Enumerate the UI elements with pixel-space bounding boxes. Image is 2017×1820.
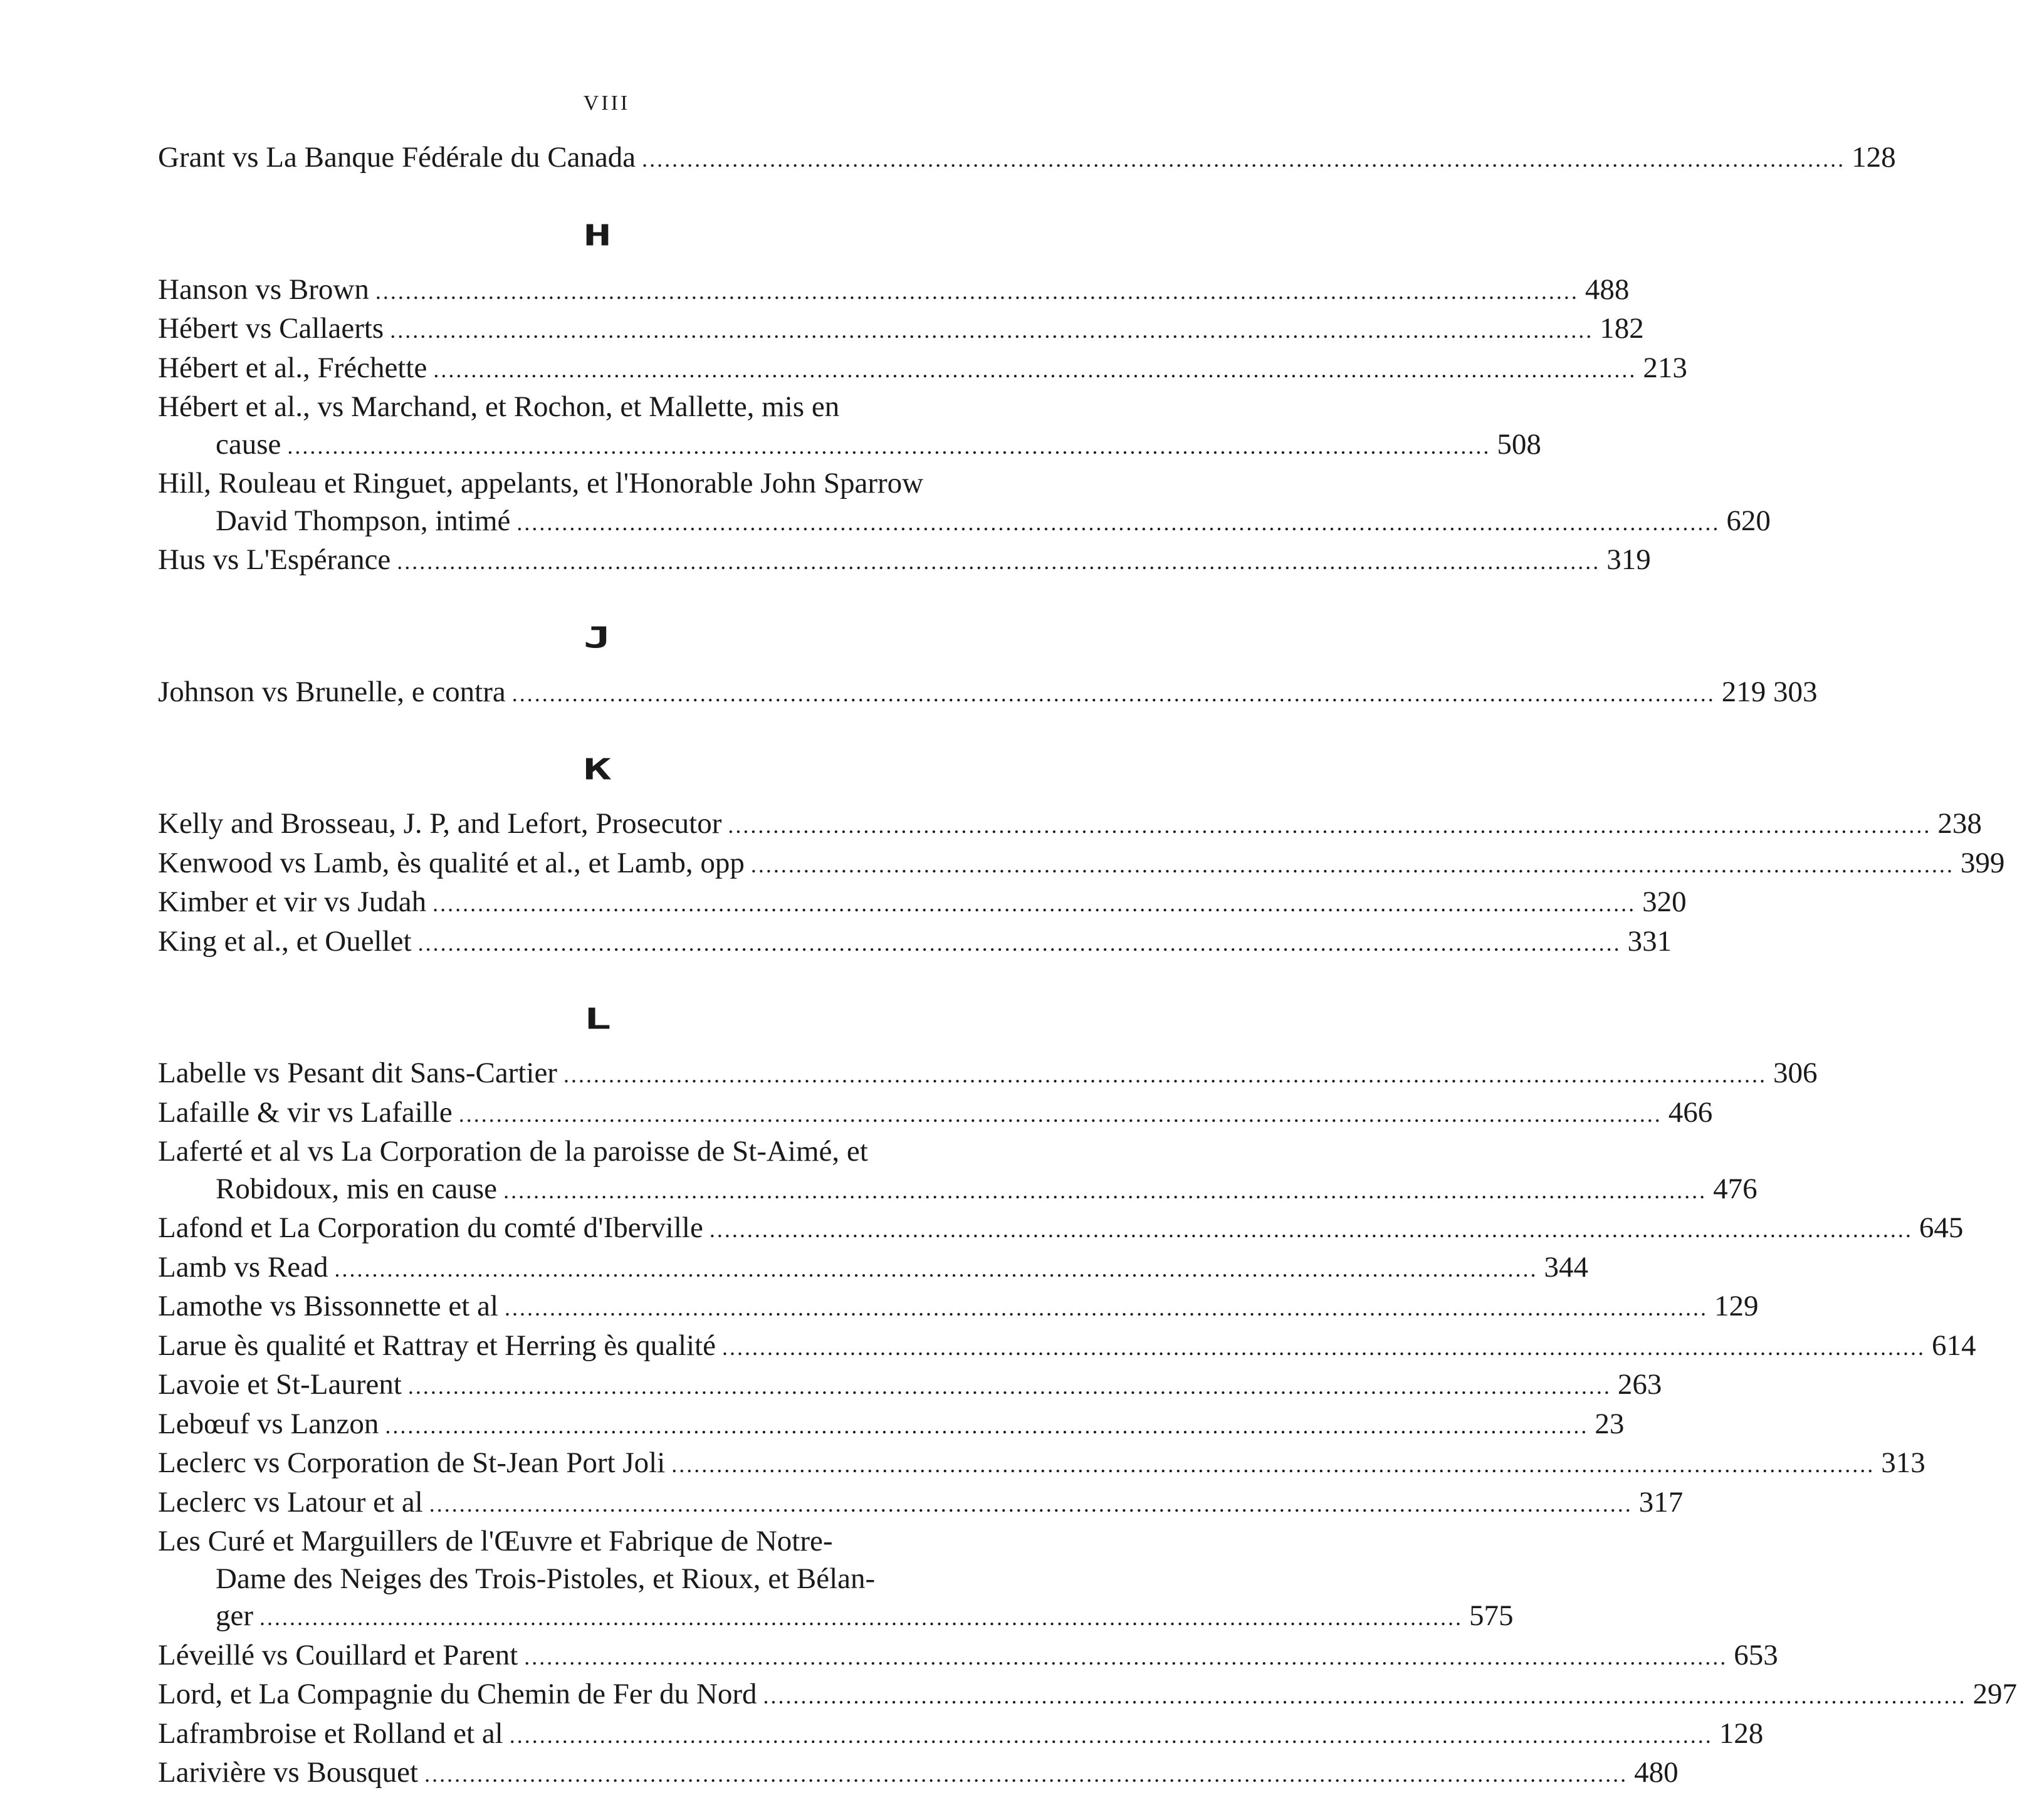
entry-line bbox=[158, 1484, 1684, 1524]
section-letter bbox=[158, 733, 1037, 805]
entry-line bbox=[158, 1754, 1679, 1794]
page-reference: 399 bbox=[1960, 846, 2005, 879]
case-title: Larivière vs Bousquet bbox=[158, 1756, 419, 1789]
case-title: Lafond et La Corporation du comté d'Iberville bbox=[158, 1211, 703, 1244]
entry-line bbox=[158, 805, 1982, 845]
index-entry bbox=[158, 1637, 1778, 1676]
dot-leader: ................................................................................................................................................................ bbox=[750, 852, 1954, 877]
section-letter-text: J bbox=[583, 620, 612, 655]
section-spacer bbox=[158, 713, 1037, 733]
dot-leader: ................................................................................................................................................................ bbox=[417, 930, 1621, 956]
entry-line bbox=[158, 1676, 2017, 1715]
case-title: Lamb vs Read bbox=[158, 1250, 328, 1284]
dot-leader: ................................................................................................................................................................ bbox=[424, 1762, 1628, 1787]
index-entry bbox=[158, 1445, 1925, 1484]
case-title: Lebœuf vs Lanzon bbox=[158, 1407, 379, 1440]
case-title: Hébert vs Callaerts bbox=[158, 312, 384, 345]
entry-line bbox=[158, 271, 1630, 311]
case-title: Lafaille & vir vs Lafaille bbox=[158, 1096, 453, 1129]
index-entry bbox=[158, 310, 1644, 350]
dot-leader: ................................................................................................................................................................ bbox=[385, 1413, 1589, 1438]
case-title: Labelle vs Pesant dit Sans-Cartier bbox=[158, 1057, 557, 1089]
entry-line bbox=[158, 674, 1818, 713]
entry-line bbox=[158, 310, 1644, 350]
case-title: Lavoie et St-Laurent bbox=[158, 1368, 402, 1401]
dot-leader: ................................................................................................................................................................ bbox=[511, 681, 1716, 706]
entry-line bbox=[158, 1055, 1818, 1094]
page-reference: 614 bbox=[1932, 1329, 1976, 1362]
dot-leader: ................................................................................................................................................................ bbox=[763, 1683, 1967, 1708]
entry-line bbox=[158, 1715, 1764, 1755]
index-section bbox=[158, 733, 2005, 982]
dot-leader: ................................................................................................................................................................ bbox=[433, 357, 1637, 382]
case-title: King et al., et Ouellet bbox=[158, 924, 412, 958]
index-entry bbox=[158, 1055, 1818, 1094]
entry-line bbox=[158, 1094, 1713, 1134]
section-letter bbox=[158, 199, 1037, 271]
case-title: Laferté et al vs La Corporation de la paroisse de St-Aimé, et bbox=[158, 1135, 868, 1168]
entry-line bbox=[158, 350, 1687, 389]
entry-line bbox=[158, 1249, 1588, 1289]
case-title: Kelly and Brosseau, J. P, and Lefort, Prosecutor bbox=[158, 807, 722, 840]
entry-continuation-line bbox=[158, 1561, 1037, 1598]
case-title: cause bbox=[216, 427, 281, 461]
section-spacer bbox=[158, 179, 1037, 199]
dot-leader: ................................................................................................................................................................ bbox=[407, 1374, 1611, 1399]
index-entry bbox=[158, 1366, 1662, 1406]
case-title: Laframbroise et Rolland et al bbox=[158, 1717, 503, 1750]
dot-leader: ................................................................................................................................................................ bbox=[516, 510, 1721, 535]
case-title: Hébert et al., Fréchette bbox=[158, 351, 427, 384]
index-entry bbox=[158, 350, 1687, 389]
page-reference: 129 bbox=[1714, 1290, 1759, 1322]
dot-leader: ................................................................................................................................................................ bbox=[509, 1722, 1713, 1748]
case-title: Lamothe vs Bissonnette et al bbox=[158, 1290, 499, 1322]
page-number: VIII bbox=[583, 92, 631, 115]
dot-leader: ................................................................................................................................................................ bbox=[259, 1605, 1464, 1630]
case-title: Robidoux, mis en cause bbox=[216, 1172, 498, 1205]
case-title: ger bbox=[216, 1599, 254, 1632]
case-title: Kimber et vir vs Judah bbox=[158, 886, 427, 918]
index-entry bbox=[158, 1133, 1758, 1210]
index-entry bbox=[158, 1715, 1764, 1755]
entry-line bbox=[158, 1406, 1625, 1445]
dot-leader: ................................................................................................................................................................ bbox=[432, 891, 1637, 916]
case-title: Hanson vs Brown bbox=[158, 273, 369, 306]
entry-line bbox=[158, 1523, 1037, 1561]
index-section bbox=[158, 139, 1896, 199]
case-title: Larue ès qualité et Rattray et Herring ès qualité bbox=[158, 1329, 716, 1362]
index-entry bbox=[158, 465, 1771, 541]
page-reference: 466 bbox=[1668, 1096, 1713, 1129]
case-title: Grant vs La Banque Fédérale du Canada bbox=[158, 141, 636, 174]
section-letter-text: L bbox=[583, 1002, 612, 1036]
page-reference: 313 bbox=[1881, 1446, 1925, 1479]
page-reference: 23 bbox=[1595, 1407, 1625, 1440]
page-reference: 213 bbox=[1643, 351, 1687, 384]
dot-leader: ................................................................................................................................................................ bbox=[458, 1101, 1662, 1127]
case-title: Hus vs L'Espérance bbox=[158, 543, 391, 576]
dot-leader: ................................................................................................................................................................ bbox=[671, 1452, 1875, 1477]
page-reference: 128 bbox=[1852, 141, 1896, 174]
case-title: Hill, Rouleau et Ringuet, appelants, et l'Honorable John Sparrow bbox=[158, 467, 924, 499]
section-spacer bbox=[158, 962, 1037, 982]
case-title: Johnson vs Brunelle, e contra bbox=[158, 675, 506, 708]
page-reference: 645 bbox=[1919, 1211, 1964, 1244]
page-reference: 317 bbox=[1638, 1485, 1684, 1519]
index-entry bbox=[158, 1094, 1713, 1134]
case-title: David Thompson, intimé bbox=[216, 504, 511, 537]
dot-leader: ................................................................................................................................................................ bbox=[728, 813, 1932, 838]
entry-line bbox=[158, 1366, 1662, 1406]
dot-leader: ................................................................................................................................................................ bbox=[505, 1295, 1709, 1321]
index-entry bbox=[158, 389, 1541, 465]
dot-leader: ................................................................................................................................................................ bbox=[722, 1334, 1926, 1360]
dot-leader: ................................................................................................................................................................ bbox=[287, 433, 1491, 459]
page-reference: 297 bbox=[1972, 1678, 2017, 1710]
index-section bbox=[158, 199, 1771, 601]
index-entry bbox=[158, 1249, 1588, 1289]
dot-leader: ................................................................................................................................................................ bbox=[397, 549, 1601, 574]
page-reference: 320 bbox=[1642, 886, 1687, 918]
index-entry bbox=[158, 1523, 1514, 1637]
page-reference: 319 bbox=[1606, 543, 1651, 576]
index-entry bbox=[158, 139, 1896, 179]
dot-leader: ................................................................................................................................................................ bbox=[334, 1256, 1538, 1282]
index-entry bbox=[158, 1327, 1976, 1367]
dot-leader: ................................................................................................................................................................ bbox=[390, 318, 1594, 343]
entry-continuation-line bbox=[158, 1598, 1514, 1637]
page-reference: 488 bbox=[1585, 273, 1630, 306]
case-title: Lord, et La Compagnie du Chemin de Fer du Nord bbox=[158, 1678, 757, 1710]
index-entry bbox=[158, 541, 1651, 581]
page-reference: 306 bbox=[1773, 1057, 1818, 1089]
dot-leader: ................................................................................................................................................................ bbox=[503, 1178, 1707, 1203]
entry-continuation-line bbox=[158, 503, 1771, 542]
page-reference: 219 303 bbox=[1721, 675, 1818, 708]
dot-leader: ................................................................................................................................................................ bbox=[375, 278, 1579, 304]
dot-leader: ................................................................................................................................................................ bbox=[709, 1217, 1913, 1242]
case-title: Hébert et al., vs Marchand, et Rochon, et Mallette, mis en bbox=[158, 390, 840, 423]
entry-line bbox=[158, 884, 1687, 923]
case-title: Leclerc vs Latour et al bbox=[158, 1485, 423, 1519]
section-letter-text: H bbox=[583, 218, 612, 253]
entry-line bbox=[158, 845, 2005, 884]
page-reference: 480 bbox=[1634, 1756, 1679, 1789]
index-section bbox=[158, 601, 1818, 733]
table-of-cases bbox=[158, 139, 2017, 1794]
index-entry bbox=[158, 1288, 1759, 1327]
case-title: Dame des Neiges des Trois-Pistoles, et Rioux, et Bélan- bbox=[216, 1562, 876, 1595]
entry-line bbox=[158, 1288, 1759, 1327]
index-entry bbox=[158, 1406, 1625, 1445]
entry-line bbox=[158, 465, 1037, 503]
page-reference: 476 bbox=[1713, 1172, 1758, 1205]
dot-leader: ................................................................................................................................................................ bbox=[524, 1644, 1728, 1670]
page-reference: 344 bbox=[1544, 1250, 1588, 1284]
entry-line bbox=[158, 1210, 1964, 1249]
entry-line bbox=[158, 1637, 1778, 1676]
entry-line bbox=[158, 1327, 1976, 1367]
case-title: Leclerc vs Corporation de St-Jean Port Joli bbox=[158, 1446, 666, 1479]
page-reference: 182 bbox=[1600, 312, 1644, 345]
entry-line bbox=[158, 541, 1651, 581]
page-reference: 653 bbox=[1734, 1638, 1778, 1671]
page-reference: 620 bbox=[1726, 504, 1771, 537]
case-title: Léveillé vs Couillard et Parent bbox=[158, 1638, 518, 1671]
page-reference: 263 bbox=[1617, 1368, 1662, 1401]
entry-line bbox=[158, 139, 1896, 179]
section-spacer bbox=[158, 581, 1037, 601]
page-reference: 238 bbox=[1937, 807, 1982, 840]
index-entry bbox=[158, 1210, 1964, 1249]
index-entry bbox=[158, 805, 1982, 845]
index-entry bbox=[158, 845, 2005, 884]
dot-leader: ................................................................................................................................................................ bbox=[642, 147, 1846, 172]
section-letter-text: K bbox=[583, 753, 612, 787]
page-reference: 508 bbox=[1497, 427, 1541, 461]
page-reference: 575 bbox=[1469, 1599, 1514, 1632]
entry-line bbox=[158, 1133, 1037, 1171]
dot-leader: ................................................................................................................................................................ bbox=[563, 1062, 1767, 1087]
page-reference: 128 bbox=[1719, 1717, 1764, 1750]
index-entry bbox=[158, 271, 1630, 311]
dot-leader: ................................................................................................................................................................ bbox=[429, 1491, 1633, 1517]
entry-continuation-line bbox=[158, 1171, 1758, 1210]
index-entry bbox=[158, 674, 1818, 713]
entry-continuation-line bbox=[158, 426, 1541, 466]
index-section bbox=[158, 982, 2017, 1794]
case-title: Kenwood vs Lamb, ès qualité et al., et Lamb, opp bbox=[158, 846, 745, 879]
entry-line bbox=[158, 1445, 1925, 1484]
section-letter bbox=[158, 982, 1037, 1055]
index-entry bbox=[158, 1676, 2017, 1715]
entry-line bbox=[158, 923, 1672, 963]
section-letter bbox=[158, 601, 1037, 674]
page-reference: 331 bbox=[1627, 924, 1672, 958]
index-entry bbox=[158, 923, 1672, 963]
case-title: Les Curé et Marguillers de l'Œuvre et Fabrique de Notre- bbox=[158, 1525, 833, 1557]
index-entry bbox=[158, 1484, 1684, 1524]
index-entry bbox=[158, 1754, 1679, 1794]
entry-line bbox=[158, 389, 1037, 426]
index-entry bbox=[158, 884, 1687, 923]
